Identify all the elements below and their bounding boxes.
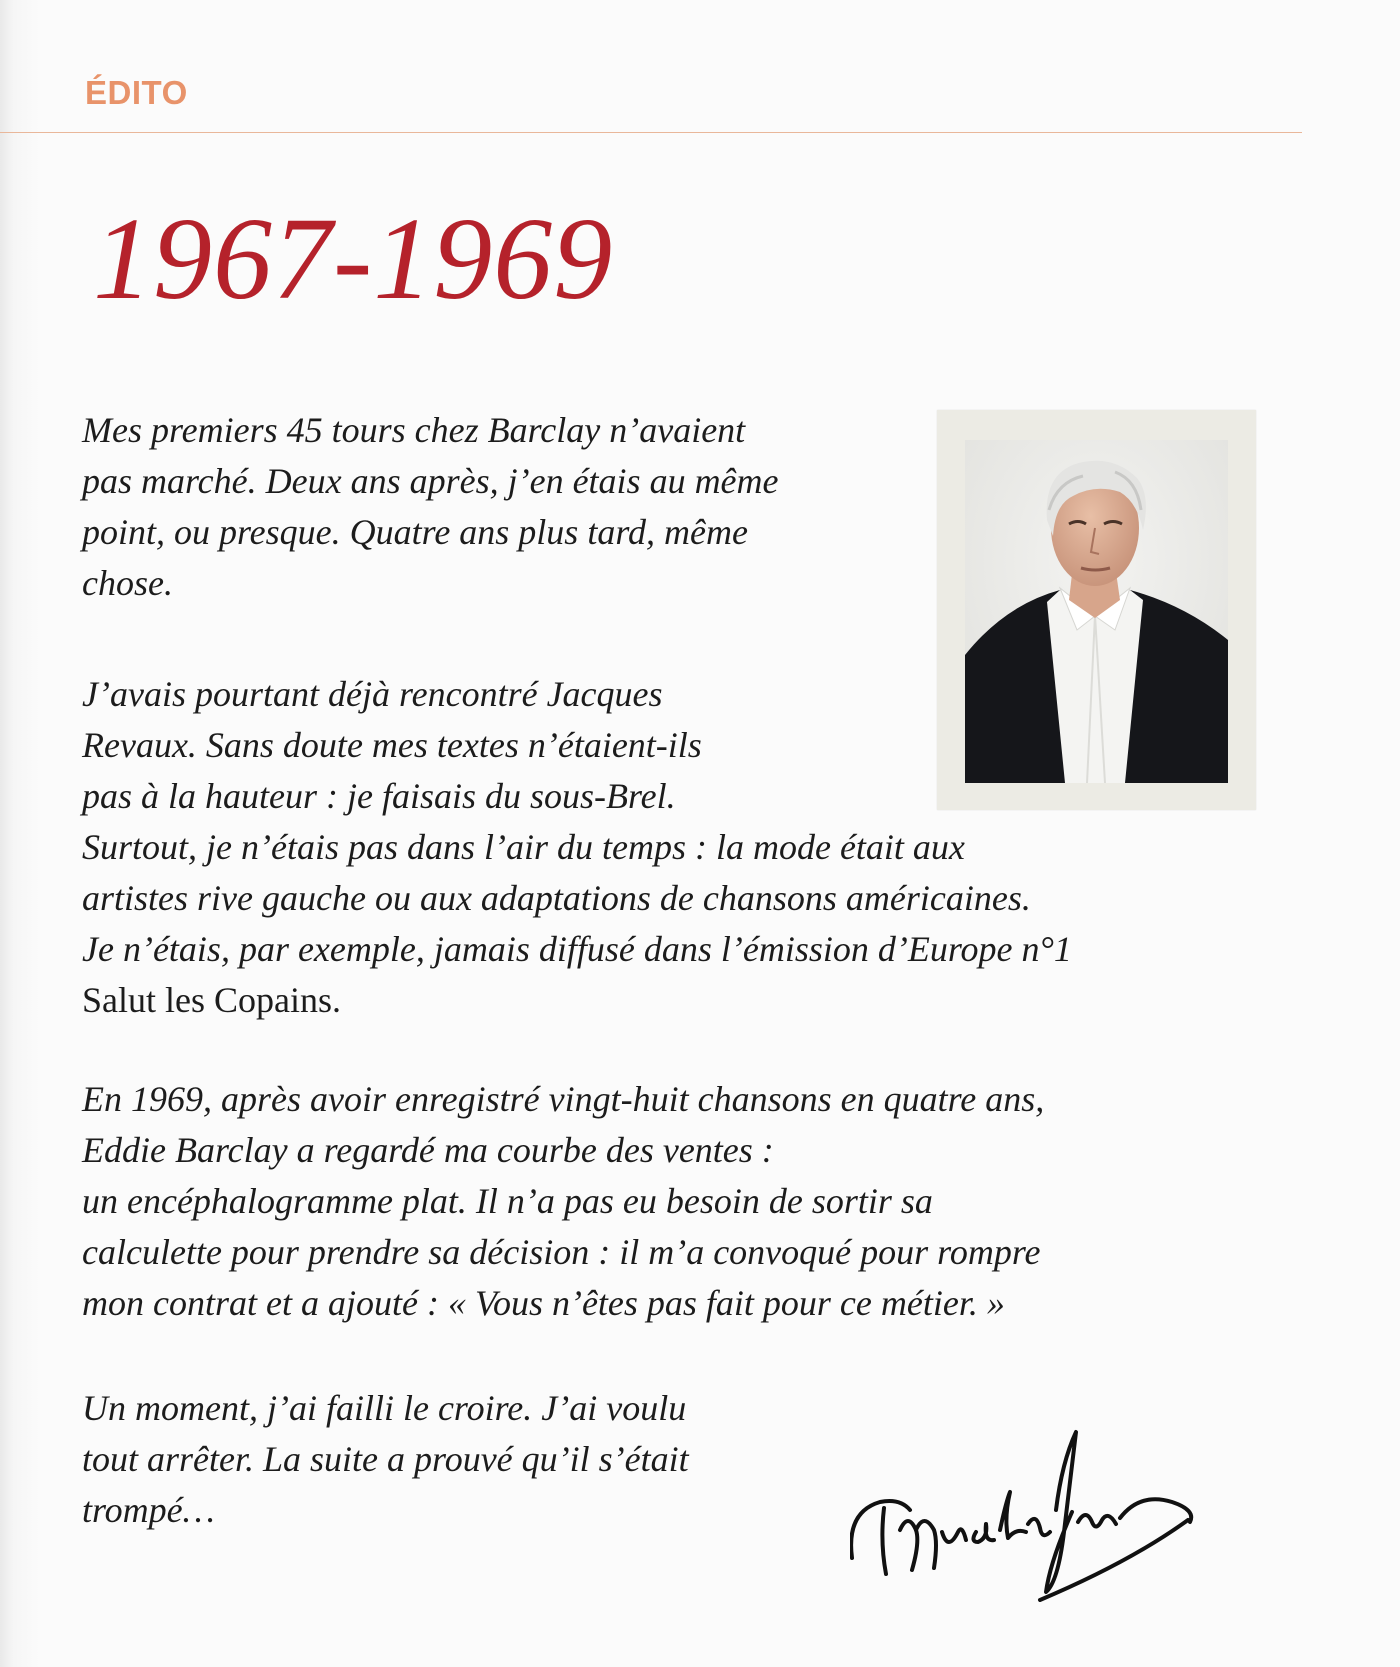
- handwritten-signature: [850, 1392, 1250, 1602]
- text-line: artistes rive gauche ou aux adaptations de chansons américaines.: [82, 878, 1031, 918]
- portrait-frame: [937, 410, 1256, 810]
- text-line: Surtout, je n’étais pas dans l’air du temps : la mode était aux: [82, 827, 965, 867]
- text-line: J’avais pourtant déjà rencontré Jacques: [82, 674, 663, 714]
- text-line: En 1969, après avoir enregistré vingt-huit chansons en quatre ans,: [82, 1079, 1045, 1119]
- text-line: Je n’étais, par exemple, jamais diffusé dans l’émission d’Europe n°1: [82, 929, 1072, 969]
- text-line: point, ou presque. Quatre ans plus tard, même: [82, 512, 748, 552]
- paragraph-1: [82, 405, 779, 609]
- text-line: mon contrat et a ajouté : « Vous n’êtes pas fait pour ce métier. »: [82, 1283, 1005, 1323]
- text-line: calculette pour prendre sa décision : il m’a convoqué pour rompre: [82, 1232, 1041, 1272]
- text-line: Eddie Barclay a regardé ma courbe des ventes :: [82, 1130, 774, 1170]
- paragraph-2: [82, 669, 1072, 1026]
- portrait-photo: [965, 440, 1228, 783]
- paragraph-3: [82, 1074, 1044, 1329]
- text-line: Un moment, j’ai failli le croire. J’ai voulu: [82, 1388, 687, 1428]
- header-divider: [0, 132, 1302, 133]
- text-line: un encéphalogramme plat. Il n’a pas eu besoin de sortir sa: [82, 1181, 933, 1221]
- text-line: tout arrêter. La suite a prouvé qu’il s’était: [82, 1439, 689, 1479]
- text-line: trompé…: [82, 1490, 215, 1530]
- section-label: ÉDITO: [85, 74, 188, 111]
- text-line: Revaux. Sans doute mes textes n’étaient-ils: [82, 725, 702, 765]
- radio-show-title: Salut les Copains.: [82, 980, 341, 1020]
- text-line: pas marché. Deux ans après, j’en étais au même: [82, 461, 779, 501]
- text-line: chose.: [82, 563, 173, 603]
- paragraph-4: [82, 1383, 689, 1536]
- portrait-illustration: [965, 440, 1228, 783]
- text-line: Mes premiers 45 tours chez Barclay n’avaient: [82, 410, 746, 450]
- page-title: 1967-1969: [93, 193, 614, 324]
- text-line: pas à la hauteur : je faisais du sous-Brel.: [82, 776, 676, 816]
